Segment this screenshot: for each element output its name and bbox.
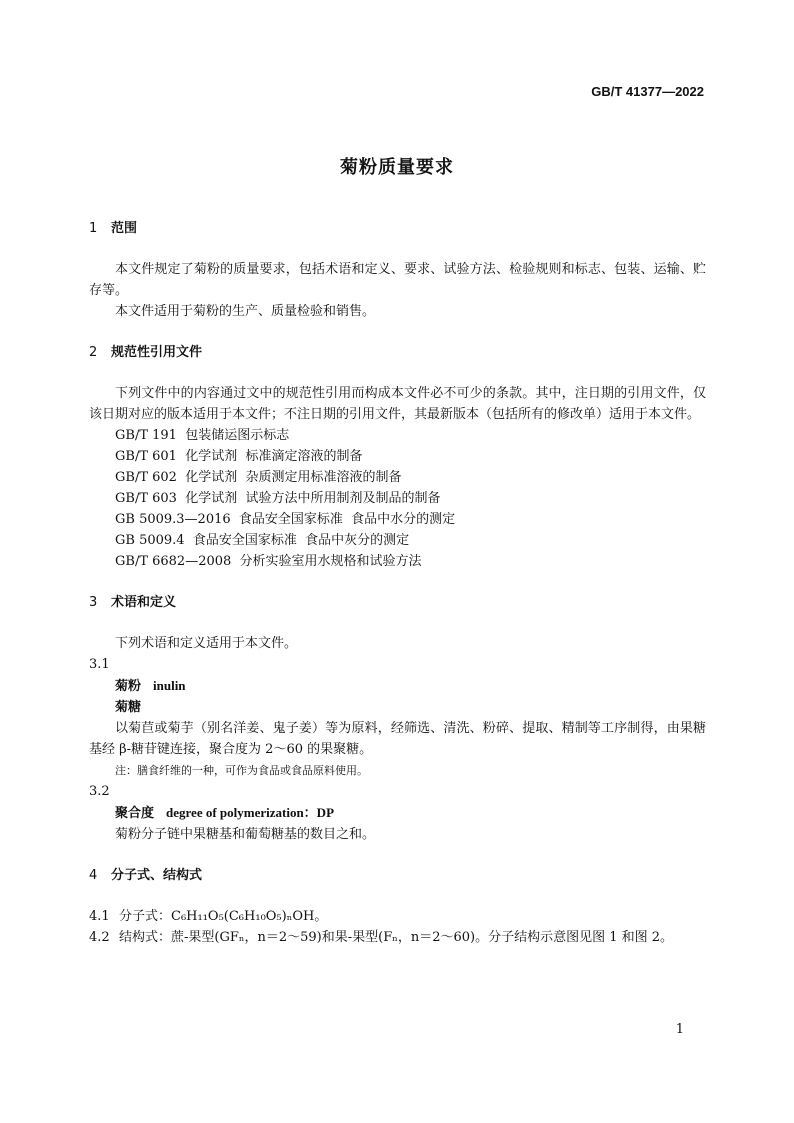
term-zh: 聚合度 — [115, 806, 155, 821]
section-title: 术语和定义 — [111, 595, 177, 610]
term-entry — [89, 802, 706, 824]
section-number: 4 — [89, 868, 98, 883]
section-4-heading — [89, 865, 706, 886]
term-en: degree of polymerization：DP — [166, 805, 335, 820]
section-3-heading — [89, 592, 706, 613]
paragraph: 本文件规定了菊粉的质量要求，包括术语和定义、要求、试验方法、检验规则和标志、包装、运输、贮存等。 — [89, 262, 706, 298]
section-number: 2 — [89, 345, 98, 360]
term-definition: 菊粉分子链中果糖基和葡萄糖基的数目之和。 — [115, 827, 376, 842]
section-title: 分子式、结构式 — [111, 868, 203, 883]
term-entry — [89, 675, 706, 697]
paragraph: 下列术语和定义适用于本文件。 — [115, 636, 298, 651]
section-number: 3 — [89, 595, 98, 610]
section-1-heading — [89, 218, 706, 239]
clause-text: 分子式：C₆H₁₁O₅(C₆H₁₀O₅)ₙOH。 — [119, 909, 328, 924]
term-synonym: 菊糖 — [115, 700, 142, 715]
term-zh: 菊粉 — [115, 679, 142, 694]
paragraph: 本文件适用于菊粉的生产、质量检验和销售。 — [115, 304, 376, 319]
document-title: 菊粉质量要求 — [340, 157, 454, 178]
reference-item: GB 5009.4 食品安全国家标准 食品中灰分的测定 — [115, 533, 410, 548]
clause-number: 4.1 — [89, 909, 110, 924]
reference-item: GB/T 6682—2008 分析实验室用水规格和试验方法 — [115, 554, 422, 569]
term-note: 注：膳食纤维的一种，可作为食品或食品原料使用。 — [115, 764, 368, 777]
clause-4-1 — [89, 906, 706, 927]
section-title: 规范性引用文件 — [111, 345, 203, 360]
clause-text: 结构式：蔗-果型(GFₙ，n＝2～59)和果-果型(Fₙ，n＝2～60)。分子结构示意图见图 1 和图 2。 — [119, 930, 674, 945]
clause-number: 3.1 — [89, 657, 110, 672]
section-title: 范围 — [111, 221, 138, 236]
paragraph: 下列文件中的内容通过文中的规范性引用而构成本文件必不可少的条款。其中，注日期的引用文件，仅该日期对应的版本适用于本文件；不注日期的引用文件，其最新版本（包括所有的修改单）适用于本文件。 — [89, 386, 706, 422]
reference-item: GB/T 601 化学试剂 标准滴定溶液的制备 — [115, 449, 363, 464]
section-number: 1 — [89, 221, 98, 236]
document-body — [89, 218, 706, 948]
term-definition: 以菊苣或菊芋（别名洋姜、鬼子姜）等为原料，经筛选、清洗、粉碎、提取、精制等工序制得，由果糖基经 β-糖苷键连接，聚合度为 2～60 的果聚糖。 — [89, 721, 706, 757]
clause-number: 3.2 — [89, 784, 110, 799]
clause-number: 4.2 — [89, 930, 110, 945]
reference-item: GB/T 603 化学试剂 试验方法中所用制剂及制品的制备 — [115, 491, 441, 506]
clause-4-2 — [89, 927, 706, 948]
reference-item: GB/T 191 包装储运图示标志 — [115, 428, 290, 443]
reference-item: GB 5009.3—2016 食品安全国家标准 食品中水分的测定 — [115, 512, 456, 527]
term-en: inulin — [153, 678, 186, 693]
standard-code: GB/T 41377—2022 — [591, 84, 704, 99]
reference-item: GB/T 602 化学试剂 杂质测定用标准溶液的制备 — [115, 470, 402, 485]
section-2-heading — [89, 342, 706, 363]
page-number: 1 — [675, 1022, 684, 1037]
